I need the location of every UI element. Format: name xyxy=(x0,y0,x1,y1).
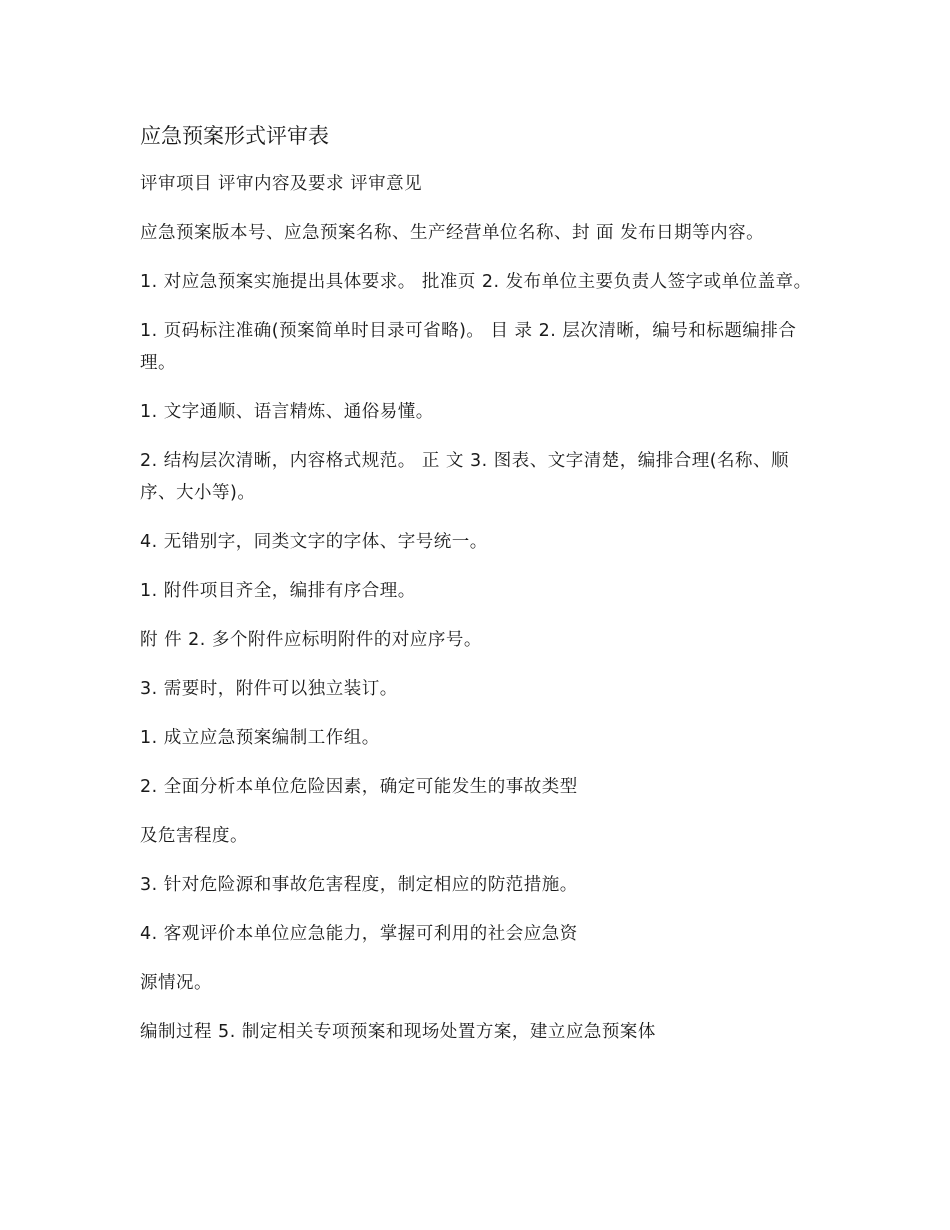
paragraph-process-1: 1. 成立应急预案编制工作组。 xyxy=(140,728,380,748)
paragraph-text-4: 4. 无错别字，同类文字的字体、字号统一。 xyxy=(140,532,488,552)
paragraph-process-4a: 4. 客观评价本单位应急能力，掌握可利用的社会应急资 xyxy=(140,924,578,944)
paragraph-attachment-2: 附 件 2. 多个附件应标明附件的对应序号。 xyxy=(140,630,482,650)
document-title: 应急预案形式评审表 xyxy=(140,124,329,148)
paragraph-approval-page: 1. 对应急预案实施提出具体要求。 批准页 2. 发布单位主要负责人签字或单位盖章。 xyxy=(140,272,812,292)
paragraph-attachment-1: 1. 附件项目齐全，编排有序合理。 xyxy=(140,581,416,601)
paragraph-cover: 应急预案版本号、应急预案名称、生产经营单位名称、封 面 发布日期等内容。 xyxy=(140,223,765,243)
document-page xyxy=(140,118,812,1065)
paragraph-text-2: 2. 结构层次清晰，内容格式规范。 正 文 3. 图表、文字清楚，编排合理(名称、顺序、大小等)。 xyxy=(140,451,790,503)
paragraph-attachment-3: 3. 需要时，附件可以独立装订。 xyxy=(140,679,398,699)
paragraph-text-1: 1. 文字通顺、语言精炼、通俗易懂。 xyxy=(140,402,434,422)
paragraph-table-of-contents: 1. 页码标注准确(预案简单时目录可省略)。 目 录 2. 层次清晰，编号和标题编排合理。 xyxy=(140,321,797,373)
paragraph-process-3: 3. 针对危险源和事故危害程度，制定相应的防范措施。 xyxy=(140,875,578,895)
paragraph-process-5: 编制过程 5. 制定相关专项预案和现场处置方案，建立应急预案体 xyxy=(140,1022,656,1042)
paragraph-process-2b: 及危害程度。 xyxy=(140,826,248,846)
paragraph-process-4b: 源情况。 xyxy=(140,973,212,993)
paragraph-header-row: 评审项目 评审内容及要求 评审意见 xyxy=(140,174,423,194)
paragraph-process-2a: 2. 全面分析本单位危险因素，确定可能发生的事故类型 xyxy=(140,777,578,797)
